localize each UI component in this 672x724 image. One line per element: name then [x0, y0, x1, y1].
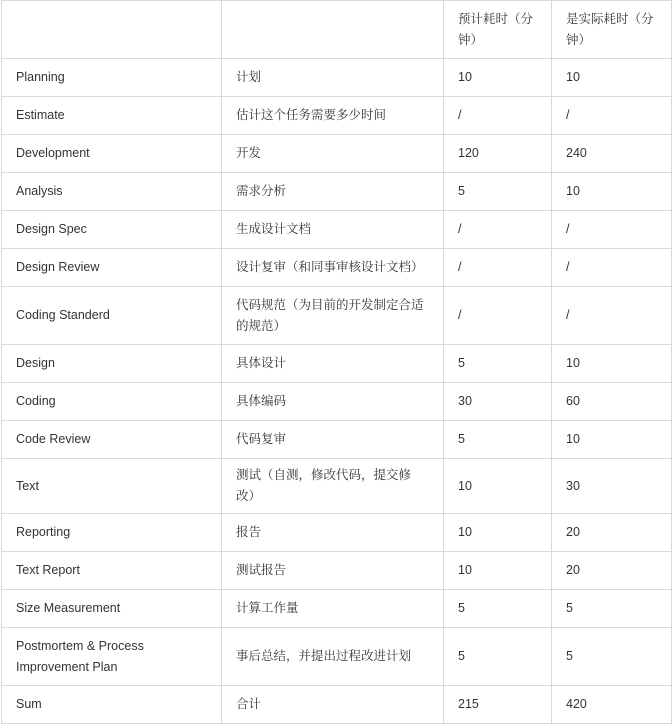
estimated-cell: 5: [444, 590, 552, 628]
stage-cell: Design Review: [2, 249, 222, 287]
table-header-row: [2, 1, 672, 59]
estimated-cell: 5: [444, 345, 552, 383]
description-cell: 事后总结，并提出过程改进计划: [222, 628, 444, 686]
actual-cell: /: [552, 211, 672, 249]
stage-cell: Estimate: [2, 97, 222, 135]
actual-cell: 5: [552, 628, 672, 686]
actual-cell: /: [552, 97, 672, 135]
header-cell-actual-minutes: 是实际耗时（分钟）: [552, 1, 672, 59]
estimated-cell: /: [444, 287, 552, 345]
estimated-cell: 5: [444, 421, 552, 459]
estimated-cell: 10: [444, 514, 552, 552]
table-row: [2, 287, 672, 345]
estimated-cell: 120: [444, 135, 552, 173]
stage-cell: Reporting: [2, 514, 222, 552]
estimated-cell: /: [444, 97, 552, 135]
table-row: [2, 135, 672, 173]
stage-cell: Planning: [2, 59, 222, 97]
table-row: [2, 459, 672, 514]
description-cell: 代码规范（为目前的开发制定合适的规范）: [222, 287, 444, 345]
actual-cell: 10: [552, 173, 672, 211]
table-row: [2, 249, 672, 287]
actual-cell: 10: [552, 345, 672, 383]
table-row: [2, 421, 672, 459]
stage-cell: Design: [2, 345, 222, 383]
table-row: [2, 211, 672, 249]
description-cell: 测试（自测，修改代码，提交修改）: [222, 459, 444, 514]
actual-cell: 60: [552, 383, 672, 421]
stage-cell: Sum: [2, 686, 222, 724]
estimated-cell: 10: [444, 552, 552, 590]
header-cell-stage: [2, 1, 222, 59]
table-row: [2, 59, 672, 97]
actual-cell: 20: [552, 514, 672, 552]
actual-cell: /: [552, 287, 672, 345]
description-cell: 报告: [222, 514, 444, 552]
description-cell: 开发: [222, 135, 444, 173]
header-cell-estimated-minutes: 预计耗时（分钟）: [444, 1, 552, 59]
stage-cell: Design Spec: [2, 211, 222, 249]
header-cell-description: [222, 1, 444, 59]
table-row: [2, 514, 672, 552]
time-estimate-table: [1, 0, 672, 724]
description-cell: 生成设计文档: [222, 211, 444, 249]
description-cell: 代码复审: [222, 421, 444, 459]
estimated-cell: 5: [444, 173, 552, 211]
estimated-cell: /: [444, 211, 552, 249]
table-row: [2, 383, 672, 421]
stage-cell: Size Measurement: [2, 590, 222, 628]
stage-cell: Development: [2, 135, 222, 173]
actual-cell: /: [552, 249, 672, 287]
table-row-total: [2, 686, 672, 724]
actual-cell: 420: [552, 686, 672, 724]
actual-cell: 20: [552, 552, 672, 590]
stage-cell: Analysis: [2, 173, 222, 211]
estimated-cell: /: [444, 249, 552, 287]
estimated-cell: 5: [444, 628, 552, 686]
stage-cell: Text: [2, 459, 222, 514]
actual-cell: 10: [552, 421, 672, 459]
description-cell: 合计: [222, 686, 444, 724]
description-cell: 设计复审（和同事审核设计文档）: [222, 249, 444, 287]
description-cell: 计算工作量: [222, 590, 444, 628]
description-cell: 计划: [222, 59, 444, 97]
stage-cell: Coding: [2, 383, 222, 421]
estimated-cell: 10: [444, 459, 552, 514]
stage-cell: Postmortem & Process Improvement Plan: [2, 628, 222, 686]
description-cell: 具体编码: [222, 383, 444, 421]
estimated-cell: 30: [444, 383, 552, 421]
table-row: [2, 173, 672, 211]
stage-cell: Code Review: [2, 421, 222, 459]
estimated-cell: 215: [444, 686, 552, 724]
actual-cell: 5: [552, 590, 672, 628]
description-cell: 需求分析: [222, 173, 444, 211]
actual-cell: 10: [552, 59, 672, 97]
actual-cell: 240: [552, 135, 672, 173]
table-row: [2, 97, 672, 135]
estimated-cell: 10: [444, 59, 552, 97]
table-row: [2, 628, 672, 686]
stage-cell: Coding Standerd: [2, 287, 222, 345]
description-cell: 估计这个任务需要多少时间: [222, 97, 444, 135]
description-cell: 具体设计: [222, 345, 444, 383]
table-row: [2, 345, 672, 383]
table-row: [2, 552, 672, 590]
description-cell: 测试报告: [222, 552, 444, 590]
actual-cell: 30: [552, 459, 672, 514]
stage-cell: Text Report: [2, 552, 222, 590]
table-row: [2, 590, 672, 628]
